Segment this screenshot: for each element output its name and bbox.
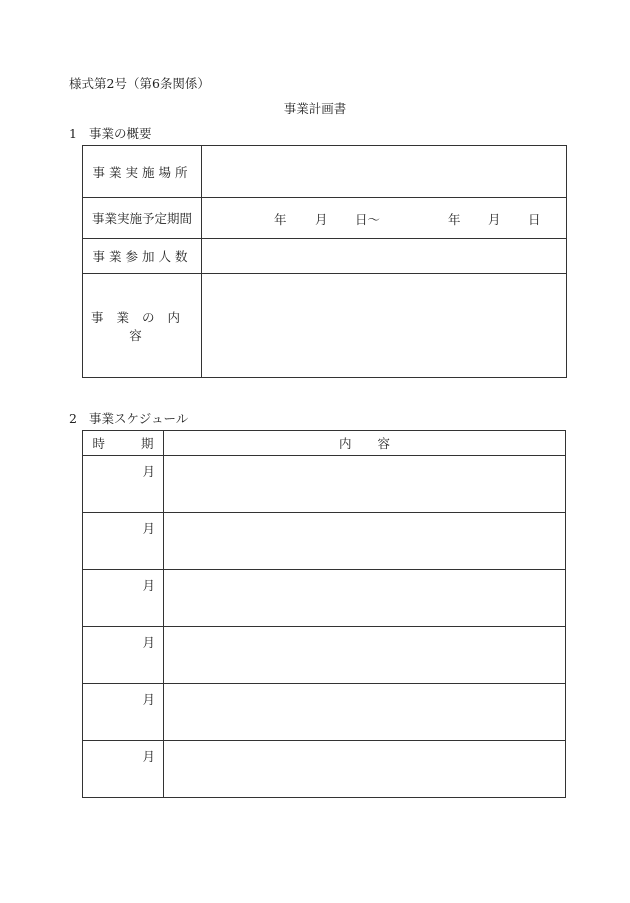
schedule-content-cell[interactable] bbox=[164, 456, 566, 513]
period-value-cell[interactable] bbox=[202, 198, 567, 239]
location-label: 事業実施場所 bbox=[83, 146, 202, 198]
month-cell[interactable]: 月 bbox=[83, 684, 164, 741]
period-header-char: 期 bbox=[141, 436, 154, 451]
schedule-content-cell[interactable] bbox=[164, 627, 566, 684]
start-year-label: 年 bbox=[274, 212, 287, 227]
section-heading-schedule bbox=[69, 409, 188, 427]
end-month-label: 月 bbox=[488, 212, 501, 227]
month-cell[interactable]: 月 bbox=[83, 513, 164, 570]
schedule-table bbox=[82, 430, 566, 798]
content-label: 事業の内容 bbox=[83, 274, 202, 378]
table-header-row bbox=[83, 431, 566, 456]
participants-label: 事業参加人数 bbox=[83, 239, 202, 274]
location-value-cell[interactable] bbox=[202, 146, 567, 198]
content-header-char: 容 bbox=[377, 436, 391, 451]
table-row bbox=[83, 239, 567, 274]
table-row bbox=[83, 627, 566, 684]
section-number: 2 bbox=[69, 411, 77, 426]
column-header-content bbox=[164, 431, 566, 456]
period-header-char: 時 bbox=[92, 436, 105, 451]
content-value-cell[interactable] bbox=[202, 274, 567, 378]
start-day-label: 日～ bbox=[355, 212, 381, 227]
month-cell[interactable]: 月 bbox=[83, 741, 164, 798]
schedule-content-cell[interactable] bbox=[164, 741, 566, 798]
schedule-content-cell[interactable] bbox=[164, 570, 566, 627]
period-label: 事業実施予定期間 bbox=[83, 198, 202, 239]
table-row bbox=[83, 570, 566, 627]
table-row bbox=[83, 684, 566, 741]
month-cell[interactable]: 月 bbox=[83, 456, 164, 513]
table-row bbox=[83, 456, 566, 513]
table-row bbox=[83, 198, 567, 239]
participants-value-cell[interactable] bbox=[202, 239, 567, 274]
schedule-content-cell[interactable] bbox=[164, 684, 566, 741]
form-number: 様式第2号（第6条関係） bbox=[69, 76, 210, 91]
table-row bbox=[83, 146, 567, 198]
end-year-label: 年 bbox=[448, 212, 461, 227]
section-heading-overview bbox=[69, 124, 152, 142]
month-cell[interactable]: 月 bbox=[83, 570, 164, 627]
section-title: 事業の概要 bbox=[89, 126, 152, 141]
overview-table bbox=[82, 145, 567, 378]
table-row bbox=[83, 741, 566, 798]
end-day-label: 日 bbox=[528, 212, 541, 227]
start-month-label: 月 bbox=[315, 212, 328, 227]
document-title: 事業計画書 bbox=[283, 101, 347, 116]
month-cell[interactable]: 月 bbox=[83, 627, 164, 684]
content-header-char: 内 bbox=[338, 436, 352, 451]
section-number: 1 bbox=[69, 126, 77, 141]
column-header-period bbox=[83, 431, 164, 456]
table-row bbox=[83, 274, 567, 378]
table-row bbox=[83, 513, 566, 570]
schedule-content-cell[interactable] bbox=[164, 513, 566, 570]
section-title: 事業スケジュール bbox=[89, 411, 189, 426]
